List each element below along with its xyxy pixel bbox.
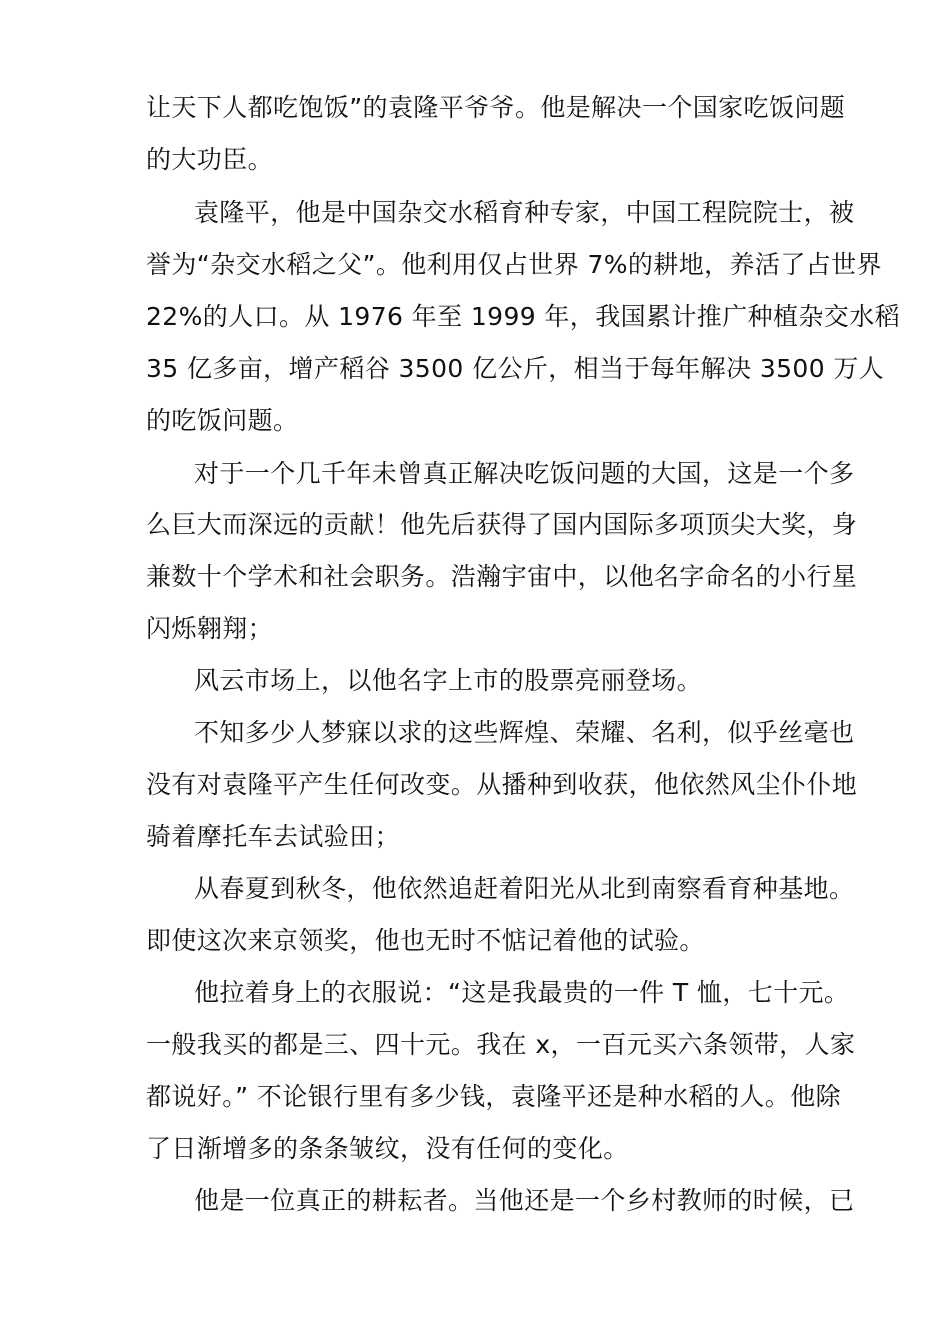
paragraph-start-line: 不知多少人梦寐以求的这些辉煌、荣耀、名利，似乎丝毫也 — [194, 718, 855, 747]
text-line: 都说好。” 不论银行里有多少钱，袁隆平还是种水稻的人。他除 — [146, 1082, 842, 1111]
text-line: 兼数十个学术和社会职务。浩瀚宇宙中，以他名字命名的小行星 — [146, 562, 858, 591]
text-line: 誉为“杂交水稻之父”。他利用仅占世界 7%的耕地，养活了占世界 — [146, 250, 882, 279]
text-line: 的大功臣。 — [146, 145, 274, 174]
text-line: 了日渐增多的条条皱纹，没有任何的变化。 — [146, 1134, 629, 1163]
text-line: 35 亿多亩，增产稻谷 3500 亿公斤，相当于每年解决 3500 万人 — [146, 354, 885, 383]
paragraph-start-line: 对于一个几千年未曾真正解决吃饭问题的大国，这是一个多 — [194, 459, 855, 488]
paragraph-start-line: 风云市场上，以他名字上市的股票亮丽登场。 — [194, 666, 703, 695]
text-line: 一般我买的都是三、四十元。我在 x，一百元买六条领带，人家 — [146, 1030, 856, 1059]
text-line: 的吃饭问题。 — [146, 406, 299, 435]
text-line: 闪烁翱翔； — [146, 614, 274, 643]
paragraph-start-line: 他是一位真正的耕耘者。当他还是一个乡村教师的时候，已 — [194, 1186, 855, 1215]
paragraph-start-line: 袁隆平，他是中国杂交水稻育种专家，中国工程院院士，被 — [194, 198, 855, 227]
text-line: 22%的人口。从 1976 年至 1999 年，我国累计推广种植杂交水稻 — [146, 302, 901, 331]
text-line: 没有对袁隆平产生任何改变。从播种到收获，他依然风尘仆仆地 — [146, 770, 858, 799]
text-line: 骑着摩托车去试验田； — [146, 822, 401, 851]
paragraph-start-line: 他拉着身上的衣服说：“这是我最贵的一件 T 恤，七十元。 — [194, 978, 850, 1007]
text-line: 让天下人都吃饱饭”的袁隆平爷爷。他是解决一个国家吃饭问题 — [146, 93, 846, 122]
text-line: 么巨大而深远的贡献！他先后获得了国内国际多项顶尖大奖，身 — [146, 510, 858, 539]
paragraph-start-line: 从春夏到秋冬，他依然追赶着阳光从北到南察看育种基地。 — [194, 874, 855, 903]
text-line: 即使这次来京领奖，他也无时不惦记着他的试验。 — [146, 926, 705, 955]
